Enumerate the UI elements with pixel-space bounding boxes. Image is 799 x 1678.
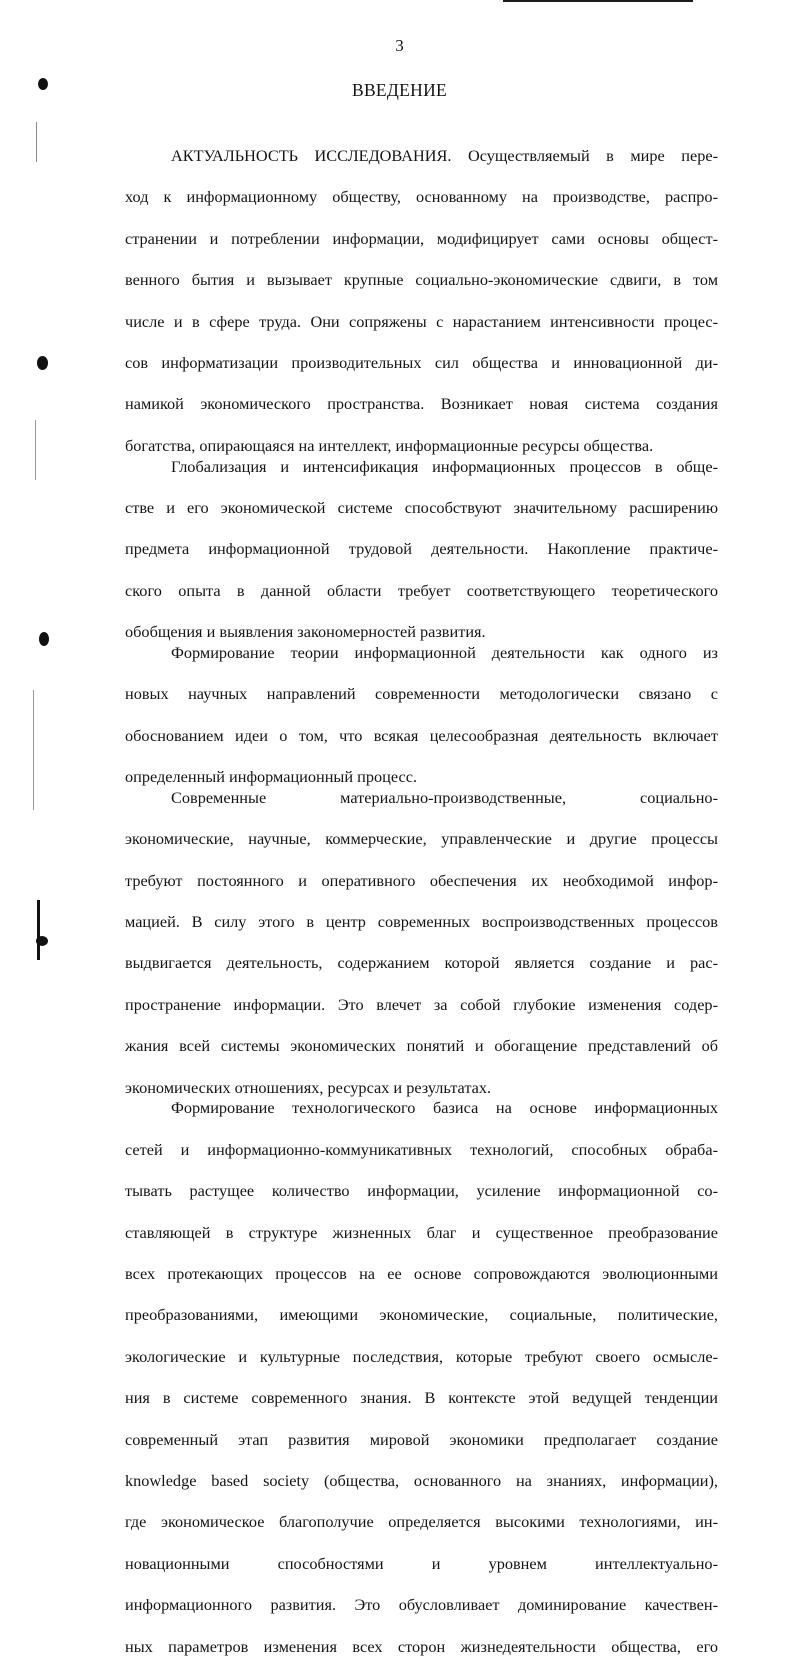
text-line: определенный информационный процесс.: [125, 767, 418, 787]
text-line: ход к информационному обществу, основанному на производстве, распро-: [125, 187, 718, 207]
text-line: числе и в сфере труда. Они сопряжены с нарастанием интенсивности процес-: [125, 311, 718, 331]
text-line: экологические и культурные последствия, которые требуют своего осмысле-: [125, 1346, 718, 1366]
page-number: 3: [395, 36, 404, 55]
text-line: Глобализация и интенсификация информационных процессов в обще-: [171, 456, 718, 476]
text-line: богатства, опирающаяся на интеллект, информационные ресурсы общества.: [125, 435, 654, 455]
text-line: ния в системе современного знания. В контексте этой ведущей тенденции: [125, 1388, 718, 1408]
text-line: тывать растущее количество информации, усиление информационной со-: [125, 1181, 718, 1201]
section-heading: ВВЕДЕНИЕ: [351, 80, 448, 100]
paragraph: [125, 643, 718, 788]
text-line: намикой экономического пространства. Возникает новая система создания: [125, 394, 718, 414]
text-line: обобщения и выявления закономерностей развития.: [125, 622, 486, 642]
text-line: новационными способностями и уровнем интеллектуально-: [125, 1553, 718, 1573]
text-line: ставляющей в структуре жизненных благ и существенное преобразование: [125, 1222, 718, 1242]
scan-mark: [33, 690, 34, 810]
text-line: сов информатизации производительных сил общества и инновационной ди-: [125, 353, 718, 373]
text-line: информационного развития. Это обусловливает доминирование качествен-: [125, 1595, 718, 1615]
text-line: требуют постоянного и оперативного обеспечения их необходимой инфор-: [125, 870, 718, 890]
paragraph: [125, 146, 718, 457]
paragraph: [125, 1098, 718, 1678]
text-line: странении и потреблении информации, модифицирует сами основы общест-: [125, 228, 718, 248]
paragraph: [125, 457, 718, 643]
text-line: преобразованиями, имеющими экономические, социальные, политические,: [125, 1305, 718, 1325]
text-line: экономических отношениях, ресурсах и результатах.: [125, 1077, 492, 1097]
text-line: мацией. В силу этого в центр современных воспроизводственных процессов: [125, 912, 718, 932]
text-line: пространение информации. Это влечет за собой глубокие изменения содер-: [125, 994, 718, 1014]
paragraph: [125, 788, 718, 1099]
text-line: Формирование теории информационной деятельности как одного из: [171, 642, 718, 662]
text-line: стве и его экономической системе способствуют значительному расширению: [125, 497, 718, 517]
text-line: всех протекающих процессов на ее основе сопровождаются эволюционными: [125, 1263, 718, 1283]
scan-mark: [36, 122, 37, 162]
scan-mark: [38, 78, 48, 90]
body-text: [125, 146, 718, 1678]
text-line: АКТУАЛЬНОСТЬ ИССЛЕДОВАНИЯ. Осуществляемый в мире пере-: [171, 146, 718, 165]
text-line: Формирование технологического базиса на основе информационных: [171, 1098, 718, 1118]
scan-mark: [39, 632, 49, 646]
text-line: венного бытия и вызывает крупные социально-экономические сдвиги, в том: [125, 270, 718, 290]
text-line: сетей и информационно-коммуникативных технологий, способных обраба-: [125, 1139, 718, 1159]
text-line: ных параметров изменения всех сторон жизнедеятельности общества, его: [125, 1636, 718, 1656]
text-line: где экономическое благополучие определяется высокими технологиями, ин-: [125, 1512, 718, 1532]
scan-mark: [37, 900, 40, 960]
text-line: предмета информационной трудовой деятельности. Накопление практиче-: [125, 539, 718, 559]
text-line: новых научных направлений современности методологически связано с: [125, 684, 718, 704]
text-line: knowledge based society (общества, основанного на знаниях, информации),: [125, 1471, 718, 1490]
text-line: современный этап развития мировой экономики предполагает создание: [125, 1429, 718, 1449]
top-rule: [503, 0, 693, 2]
text-line: экономические, научные, коммерческие, управленческие и другие процессы: [125, 829, 718, 849]
text-line: Современные материально-производственные, социально-: [171, 787, 718, 807]
text-line: обоснованием идеи о том, что всякая целесообразная деятельность включает: [125, 725, 718, 745]
scan-mark: [35, 420, 36, 480]
scan-mark: [37, 356, 48, 370]
scan-mark: [36, 936, 48, 946]
text-line: жания всей системы экономических понятий и обогащение представлений об: [125, 1036, 718, 1056]
text-line: выдвигается деятельность, содержанием которой является создание и рас-: [125, 953, 718, 973]
text-line: ского опыта в данной области требует соответствующего теоретического: [125, 580, 718, 600]
